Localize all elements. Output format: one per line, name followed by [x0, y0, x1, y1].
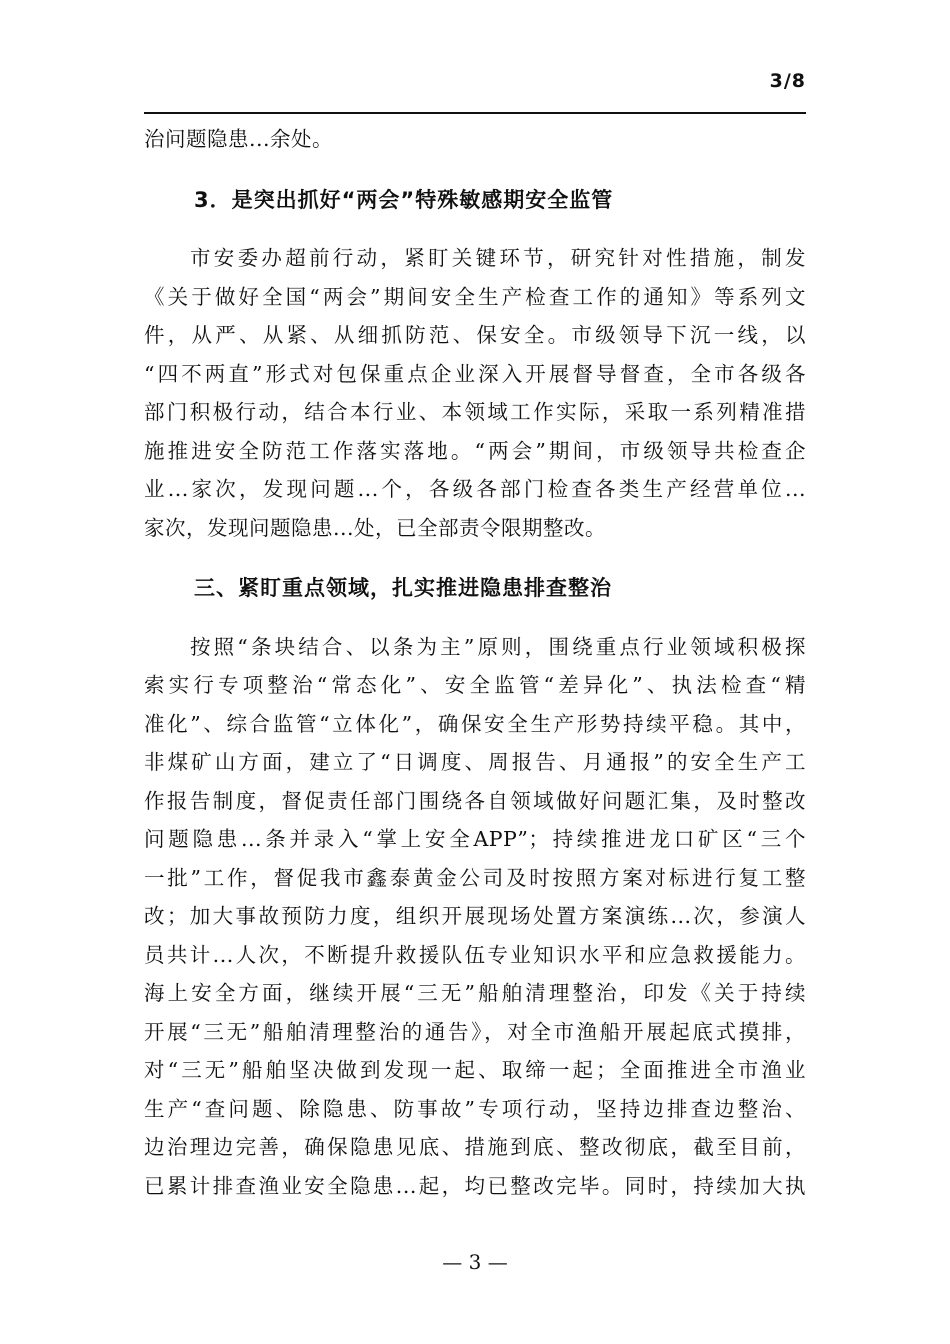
text-line: 治问题隐患...余处。: [144, 127, 334, 151]
text-line: 《关于做好全国“两会”期间安全生产检查工作的通知》等系列文: [144, 284, 806, 309]
document-body: [144, 120, 806, 1205]
section-heading-three: 三、紧盯重点领域，扎实推进隐患排查整治: [194, 576, 612, 600]
text-line: 边治理边完善，确保隐患见底、措施到底、整改彻底，截至目前，: [144, 1135, 806, 1159]
text-line: 作报告制度，督促责任部门围绕各自领域做好问题汇集，及时整改: [144, 788, 806, 813]
text-line: 准化”、综合监管“立体化”，确保安全生产形势持续平稳。其中，: [144, 711, 806, 736]
footer-page-number: — 3 —: [442, 1250, 508, 1274]
text-line: 已累计排查渔业安全隐患...起，均已整改完毕。同时，持续加大执: [144, 1173, 806, 1198]
text-line: 施推进安全防范工作落实落地。“两会”期间，市级领导共检查企: [144, 438, 806, 463]
text-line: 员共计...人次，不断提升救援队伍专业知识水平和应急救援能力。: [144, 942, 806, 967]
text-line: 非煤矿山方面，建立了“日调度、周报告、月通报”的安全生产工: [144, 750, 806, 774]
text-line: 部门积极行动，结合本行业、本领域工作实际，采取一系列精准措: [144, 400, 806, 424]
text-line: “四不两直”形式对包保重点企业深入开展督导督查，全市各级各: [144, 361, 806, 386]
text-line: 一批”工作，督促我市鑫泰黄金公司及时按照方案对标进行复工整: [144, 865, 806, 890]
text-line: 对“三无”船舶坚决做到发现一起、取缔一起；全面推进全市渔业: [144, 1058, 806, 1082]
text-line: 问题隐患...条并录入“掌上安全APP”；持续推进龙口矿区“三个: [144, 827, 806, 851]
text-line: 海上安全方面，继续开展“三无”船舶清理整治，印发《关于持续: [144, 981, 806, 1005]
text-line: 家次，发现问题隐患...处，已全部责令限期整改。: [144, 515, 607, 540]
text-line: 市安委办超前行动，紧盯关键环节，研究针对性措施，制发: [190, 246, 806, 270]
paragraph-key-areas: [144, 628, 806, 1206]
text-line: 生产“查问题、除隐患、防事故”专项行动，坚持边排查边整治、: [144, 1096, 806, 1121]
text-line: 开展“三无”船舶清理整治的通告》，对全市渔船开展起底式摸排，: [144, 1019, 806, 1044]
text-line: 件，从严、从紧、从细抓防范、保安全。市级领导下沉一线，以: [144, 323, 806, 347]
section-heading-3: 3．是突出抓好“两会”特殊敏感期安全监管: [194, 187, 614, 212]
header-rule: [144, 112, 806, 114]
text-line: 改；加大事故预防力度，组织开展现场处置方案演练...次，参演人: [144, 904, 806, 928]
paragraph-two-sessions: [144, 239, 806, 547]
page-indicator: 3/8: [769, 70, 806, 92]
text-line: 按照“条块结合、以条为主”原则，围绕重点行业领域积极探: [190, 634, 806, 659]
text-line: 业...家次，发现问题...个，各级各部门检查各类生产经营单位...: [144, 477, 806, 501]
text-line: 索实行专项整治“常态化”、安全监管“差异化”、执法检查“精: [144, 673, 806, 697]
